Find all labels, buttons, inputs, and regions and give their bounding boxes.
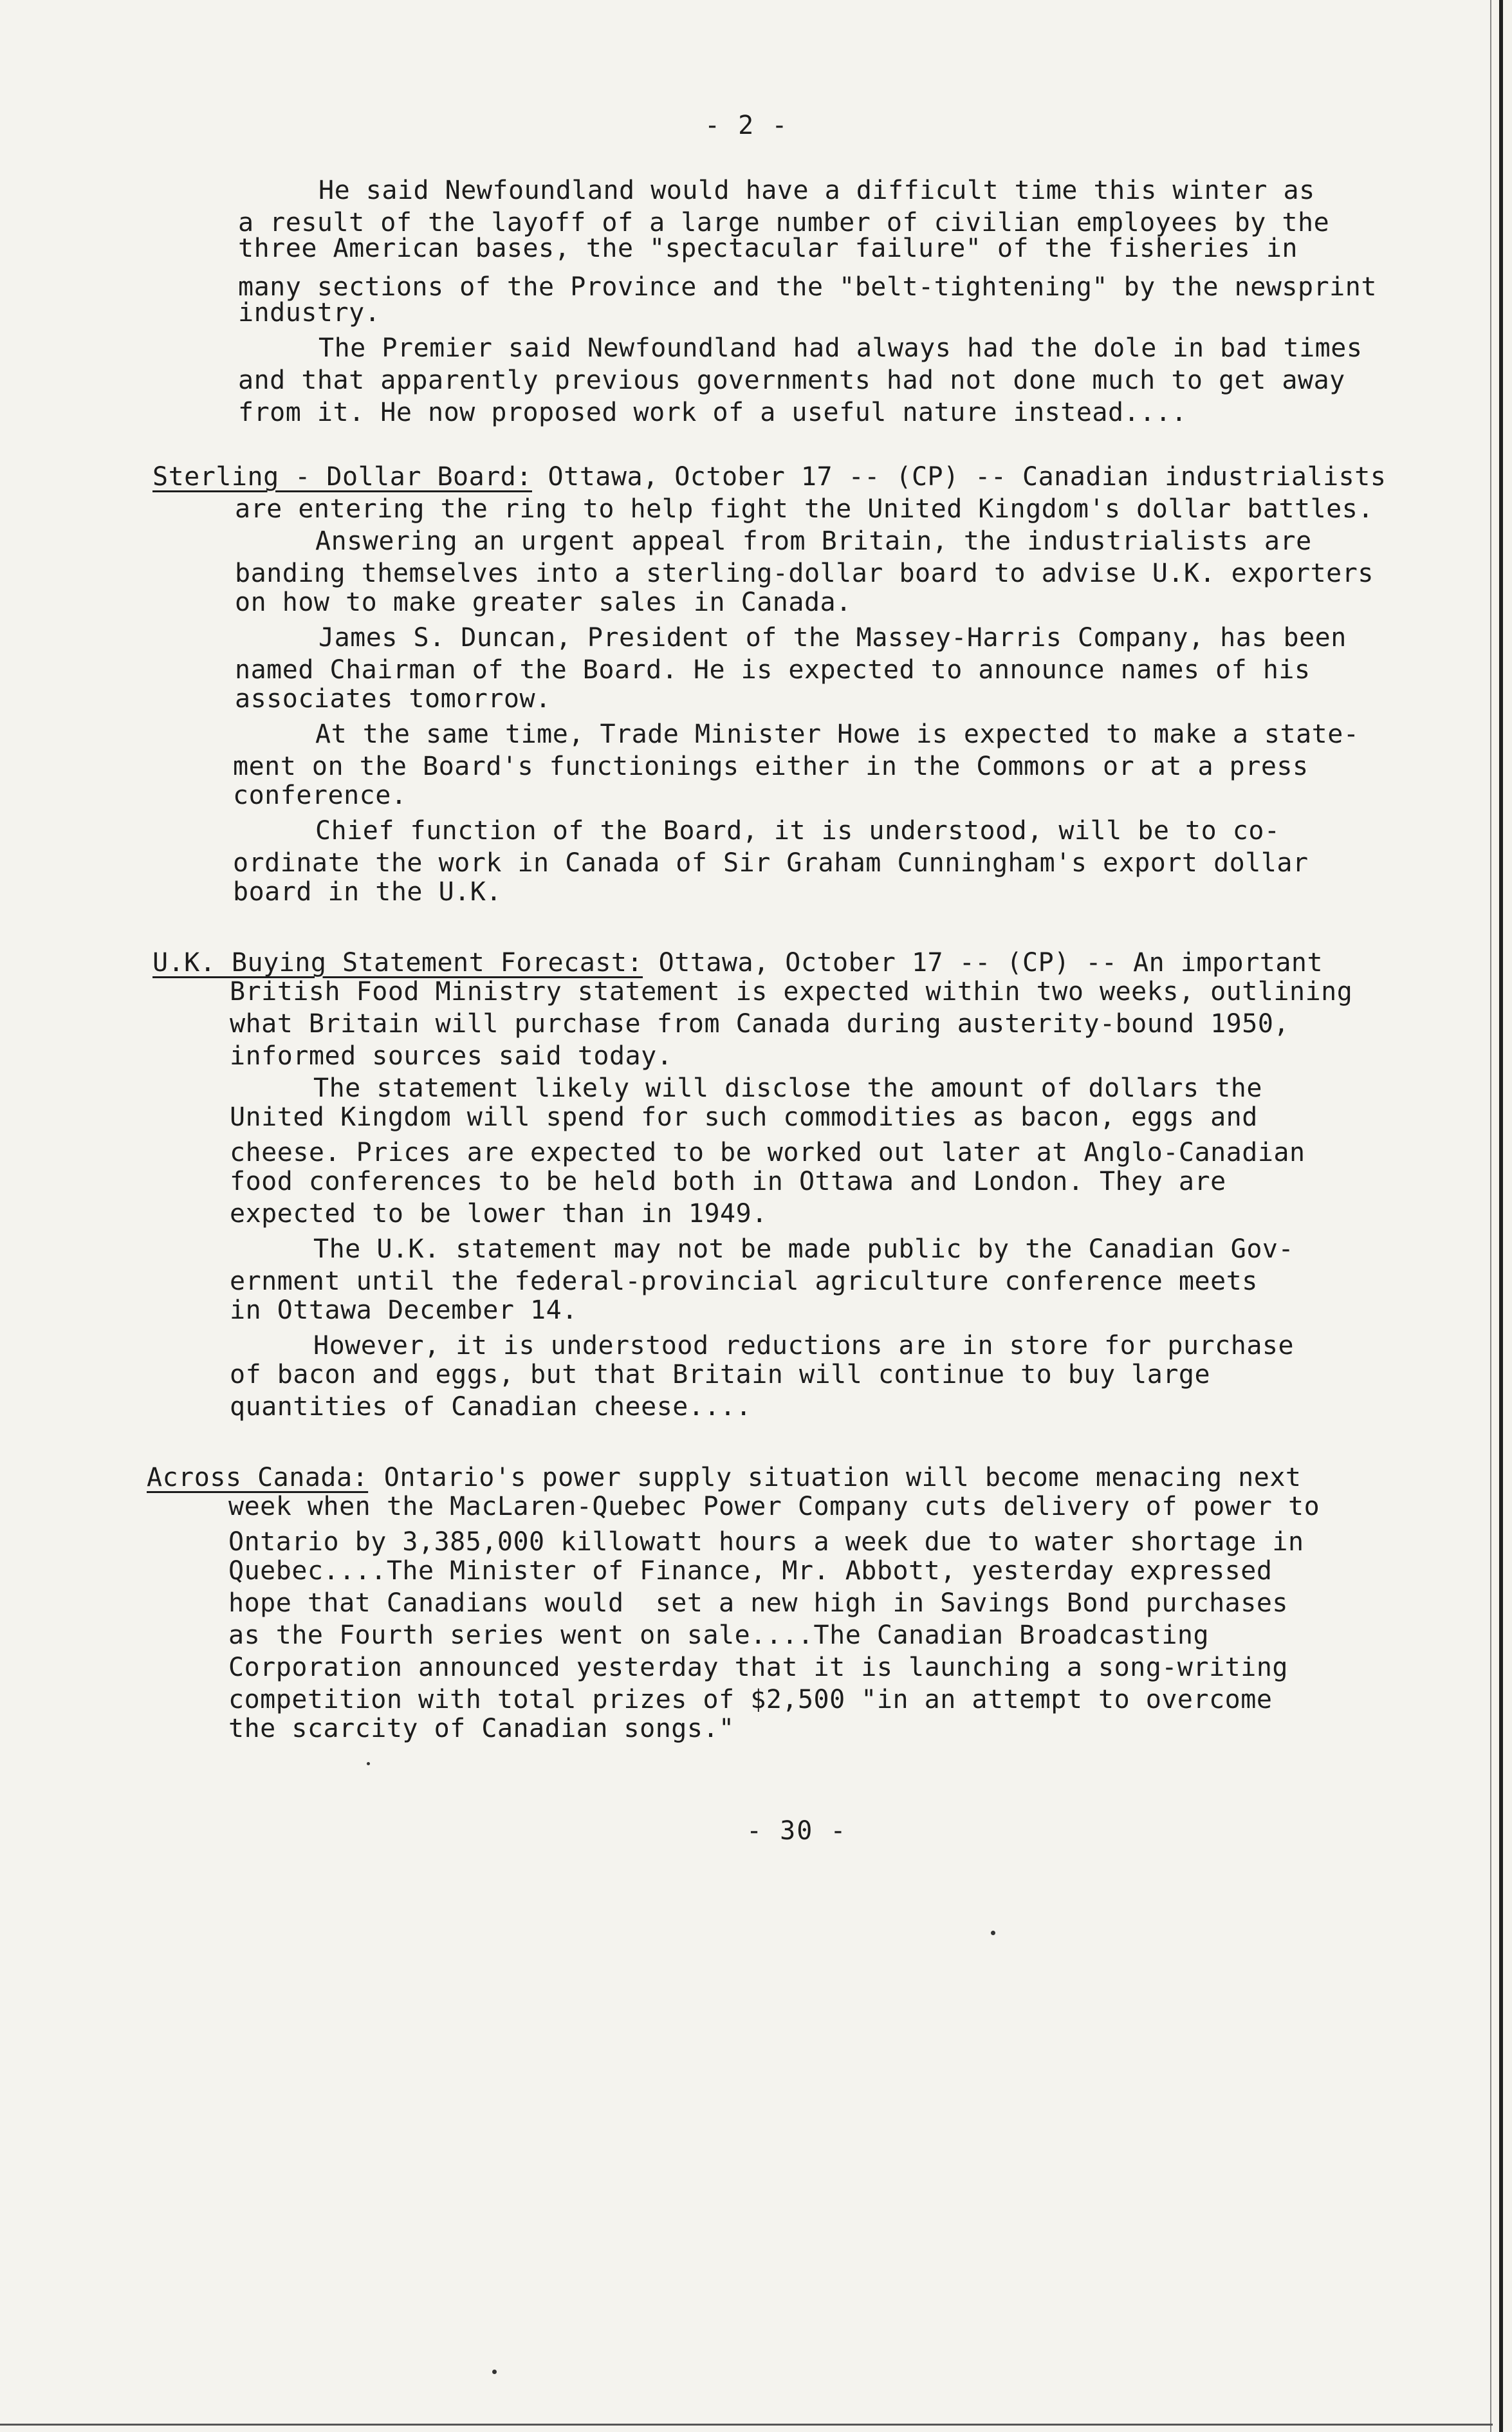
across-line: as the Fourth series went on sale....The Canadian Broadcasting bbox=[228, 1620, 1210, 1650]
uk-line: food conferences to be held both in Ottawa and London. They are bbox=[230, 1167, 1226, 1196]
uk-line: in Ottawa December 14. bbox=[230, 1295, 578, 1325]
section-heading-across: Across Canada: bbox=[147, 1463, 369, 1492]
uk-line: expected to be lower than in 1949. bbox=[230, 1199, 768, 1229]
scan-speck bbox=[991, 1931, 995, 1935]
sterling-line: Answering an urgent appeal from Britain, the industrialists are bbox=[315, 526, 1312, 556]
across-line: the scarcity of Canadian songs." bbox=[228, 1714, 735, 1743]
across-line: competition with total prizes of $2,500 "in an attempt to overcome bbox=[228, 1685, 1273, 1714]
page-number: - 2 - bbox=[705, 111, 789, 140]
across-first-line bbox=[147, 1462, 1302, 1493]
end-marker: - 30 - bbox=[746, 1816, 847, 1846]
sterling-line: on how to make greater sales in Canada. bbox=[235, 588, 852, 617]
uk-line: informed sources said today. bbox=[230, 1041, 673, 1071]
uk-line: of bacon and eggs, but that Britain will continue to buy large bbox=[230, 1360, 1211, 1389]
sterling-line: associates tomorrow. bbox=[235, 684, 551, 714]
uk-line: British Food Ministry statement is expected within two weeks, outlining bbox=[230, 977, 1353, 1007]
page-edge-line bbox=[1490, 0, 1491, 2432]
sterling-line: banding themselves into a sterling-dollar board to advise U.K. exporters bbox=[235, 559, 1374, 588]
section-heading-sterling: Sterling - Dollar Board: bbox=[152, 462, 532, 492]
across-line: week when the MacLaren-Quebec Power Company cuts delivery of power to bbox=[228, 1492, 1320, 1521]
sterling-line: ment on the Board's functionings either in the Commons or at a press bbox=[233, 752, 1309, 781]
page-edge-shadow bbox=[1499, 0, 1503, 2432]
across-line: Quebec....The Minister of Finance, Mr. Abbott, yesterday expressed bbox=[228, 1556, 1273, 1586]
intro-line: from it. He now proposed work of a useful nature instead.... bbox=[238, 398, 1187, 427]
across-line: Corporation announced yesterday that it is launching a song-writing bbox=[228, 1653, 1288, 1682]
page-bottom-edge bbox=[0, 2424, 1493, 2426]
uk-line: The statement likely will disclose the amount of dollars the bbox=[313, 1073, 1262, 1103]
sterling-first-line bbox=[152, 461, 1386, 492]
uk-first-line bbox=[152, 947, 1323, 978]
sterling-line: named Chairman of the Board. He is expected to announce names of his bbox=[235, 655, 1311, 685]
sterling-line: James S. Duncan, President of the Massey-Harris Company, has been bbox=[318, 623, 1347, 653]
uk-line: The U.K. statement may not be made public by the Canadian Gov- bbox=[313, 1234, 1295, 1264]
sterling-line: board in the U.K. bbox=[233, 877, 502, 907]
scan-speck bbox=[492, 2370, 497, 2374]
uk-line: United Kingdom will spend for such commodities as bacon, eggs and bbox=[230, 1102, 1258, 1132]
sterling-line: ordinate the work in Canada of Sir Graham Cunningham's export dollar bbox=[233, 848, 1309, 878]
uk-line: cheese. Prices are expected to be worked out later at Anglo-Canadian bbox=[230, 1138, 1305, 1167]
across-line: Ontario by 3,385,000 killowatt hours a week due to water shortage in bbox=[228, 1527, 1304, 1557]
sterling-line: are entering the ring to help fight the United Kingdom's dollar battles. bbox=[235, 494, 1374, 524]
intro-line: The Premier said Newfoundland had always had the dole in bad times bbox=[318, 333, 1363, 363]
scan-speck bbox=[367, 1762, 370, 1765]
intro-line: industry. bbox=[238, 298, 381, 328]
intro-line: He said Newfoundland would have a difficult time this winter as bbox=[318, 176, 1315, 205]
sterling-line: conference. bbox=[233, 781, 407, 810]
sterling-line: At the same time, Trade Minister Howe is expected to make a state- bbox=[315, 719, 1360, 749]
uk-line: However, it is understood reductions are in store for purchase bbox=[313, 1331, 1295, 1360]
uk-line: ernment until the federal-provincial agriculture conference meets bbox=[230, 1267, 1258, 1296]
intro-line: three American bases, the "spectacular failure" of the fisheries in bbox=[238, 234, 1298, 263]
sterling-dateline: Ottawa, October 17 -- (CP) -- Canadian industrialists bbox=[531, 462, 1387, 492]
uk-dateline: Ottawa, October 17 -- (CP) -- An important bbox=[643, 948, 1323, 978]
sterling-line: Chief function of the Board, it is understood, will be to co- bbox=[315, 816, 1280, 846]
across-lead: Ontario's power supply situation will become menacing next bbox=[368, 1463, 1302, 1492]
uk-line: quantities of Canadian cheese.... bbox=[230, 1392, 752, 1422]
intro-line: a result of the layoff of a large number of civilian employees by the bbox=[238, 208, 1330, 237]
across-line: hope that Canadians would set a new high in Savings Bond purchases bbox=[228, 1588, 1288, 1618]
intro-line: and that apparently previous governments had not done much to get away bbox=[238, 366, 1345, 395]
uk-line: what Britain will purchase from Canada during austerity-bound 1950, bbox=[230, 1009, 1289, 1039]
intro-line: many sections of the Province and the "belt-tightening" by the newsprint bbox=[238, 272, 1377, 302]
section-heading-uk: U.K. Buying Statement Forecast: bbox=[152, 948, 643, 978]
